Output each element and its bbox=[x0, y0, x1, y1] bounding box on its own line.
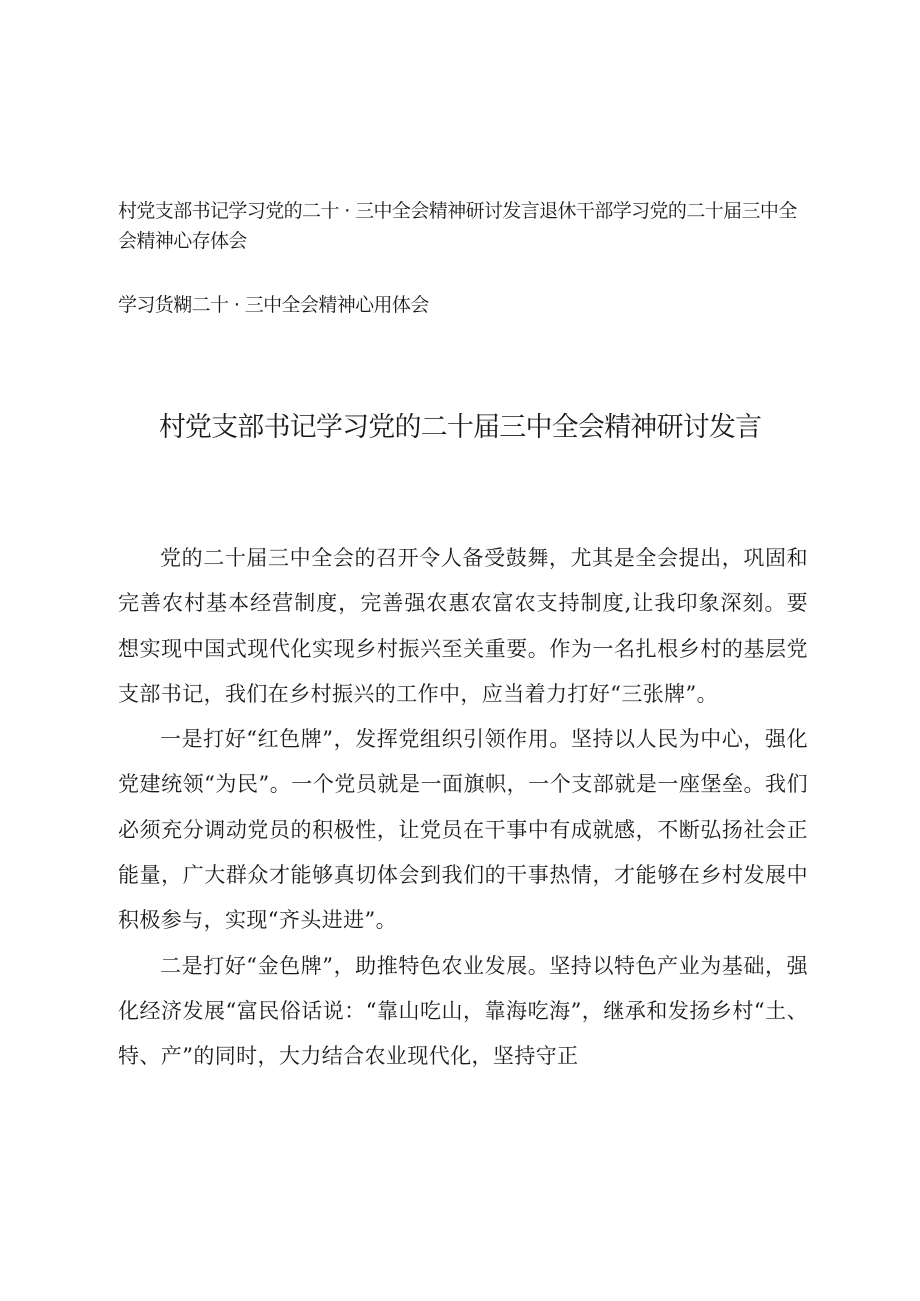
paragraph-gold-card: 二是打好“金色牌”，助推特色农业发展。坚持以特色产业为基础，强化经济发展“富民俗话说：“靠山吃山，靠海吃海”，继承和发扬乡村“土、特、产”的同时，大力结合农业现代化，坚持守正 bbox=[118, 953, 808, 1069]
paragraph-intro: 党的二十届三中全会的召开令人备受鼓舞，尤其是全会提出，巩固和完善农村基本经营制度，完善强农惠农富农支持制度,让我印象深刻。要想实现中国式现代化实现乡村振兴至关重要。作为一名扎根乡村的基层党支部书记，我们在乡村振兴的工作中，应当着力打好“三张牌”。 bbox=[118, 546, 808, 706]
table-of-contents bbox=[118, 196, 818, 320]
toc-entry-1-line-2: 会精神心存体会 bbox=[118, 230, 247, 252]
toc-spacer bbox=[118, 256, 818, 290]
article-body bbox=[118, 536, 808, 1080]
article-title: 村党支部书记学习党的二十届三中全会精神研讨发言 bbox=[158, 412, 762, 443]
toc-entry-2: 学习货糊二十 · 三中全会精神心用体会 bbox=[118, 294, 429, 316]
toc-entry-1-line-1: 村党支部书记学习党的二十 · 三中全会精神研讨发言退休干部学习党的二十届三中全 bbox=[118, 200, 797, 222]
paragraph-red-card: 一是打好“红色牌”，发挥党组织引领作用。坚持以人民为中心，强化党建统领“为民”。一个党员就是一面旗帜，一个支部就是一座堡垒。我们必须充分调动党员的积极性，让党员在干事中有成就感，不断弘扬社会正能量，广大群众才能够真切体会到我们的干事热情，才能够在乡村发展中积极参与，实现“齐头进进”。 bbox=[118, 727, 808, 933]
